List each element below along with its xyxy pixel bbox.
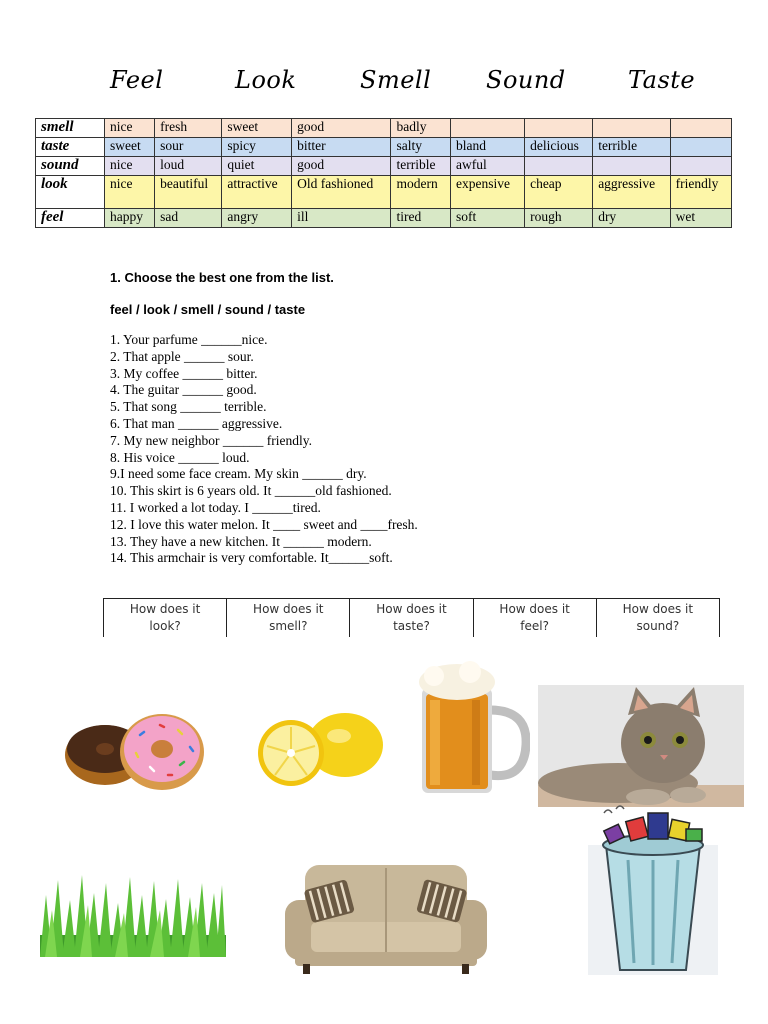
header-word: Taste	[628, 66, 696, 94]
vocab-word-cell: loud	[155, 157, 222, 176]
vocab-word-cell: nice	[105, 119, 155, 138]
vocab-row-sound	[36, 157, 732, 176]
exercise-sentence: 5. That song ______ terrible.	[110, 399, 267, 415]
exercise-sentence: 7. My new neighbor ______ friendly.	[110, 432, 312, 448]
question-line: How does it	[499, 602, 570, 616]
header-word: Smell	[360, 66, 432, 94]
vocab-word-cell: expensive	[451, 176, 525, 209]
exercise-sentence: 2. That apple ______ sour.	[110, 348, 254, 364]
exercise-sentence: 3. My coffee ______ bitter.	[110, 365, 258, 381]
vocab-word-cell: tired	[391, 209, 451, 228]
vocab-word-cell: soft	[451, 209, 525, 228]
vocab-row-label: look	[36, 176, 105, 209]
exercise-sentence: 10. This skirt is 6 years old. It ______old fashioned.	[110, 483, 392, 499]
vocab-word-cell: sad	[155, 209, 222, 228]
question-line: How does it	[622, 602, 694, 616]
trash-can-image	[588, 805, 718, 975]
donuts-image	[60, 705, 210, 795]
question-cell	[473, 599, 596, 638]
vocab-word-cell: attractive	[222, 176, 292, 209]
vocab-word-cell: sweet	[222, 119, 292, 138]
vocab-word-cell	[451, 119, 525, 138]
question-line: How does it	[376, 602, 447, 616]
vocab-row-label: taste	[36, 138, 105, 157]
vocab-word-cell: spicy	[222, 138, 292, 157]
exercise-title: 1. Choose the best one from the list.	[110, 270, 334, 285]
question-line: taste?	[393, 619, 430, 633]
vocab-word-cell: nice	[105, 176, 155, 209]
vocab-word-cell: fresh	[155, 119, 222, 138]
vocab-word-cell	[670, 157, 731, 176]
question-cell	[227, 599, 350, 638]
vocab-word-cell	[525, 119, 593, 138]
vocab-word-cell	[525, 157, 593, 176]
vocab-row-look	[36, 176, 732, 209]
vocab-word-cell: happy	[105, 209, 155, 228]
vocab-word-cell: cheap	[525, 176, 593, 209]
header-word: Sound	[486, 66, 566, 94]
vocab-word-cell: ill	[292, 209, 391, 228]
vocab-row-label: smell	[36, 119, 105, 138]
vocab-word-cell: delicious	[525, 138, 593, 157]
exercise-sentence: 4. The guitar ______ good.	[110, 382, 257, 398]
vocab-word-cell: aggressive	[593, 176, 670, 209]
vocab-word-cell	[670, 119, 731, 138]
sofa-image	[285, 860, 487, 975]
vocab-word-cell	[593, 157, 670, 176]
vocab-word-cell: rough	[525, 209, 593, 228]
sentence-list	[110, 332, 418, 567]
vocab-word-cell: angry	[222, 209, 292, 228]
vocab-word-cell: bland	[451, 138, 525, 157]
vocab-word-cell: dry	[593, 209, 670, 228]
question-line: smell?	[269, 619, 308, 633]
vocab-word-cell: sweet	[105, 138, 155, 157]
vocab-row-feel	[36, 209, 732, 228]
beer-mug-image	[412, 660, 530, 800]
vocab-word-cell: modern	[391, 176, 451, 209]
vocab-word-cell: nice	[105, 157, 155, 176]
kitten-image	[538, 685, 744, 807]
vocab-word-cell: terrible	[391, 157, 451, 176]
exercise-sentence: 11. I worked a lot today. I ______tired.	[110, 499, 321, 515]
vocab-word-cell: quiet	[222, 157, 292, 176]
vocab-word-cell: friendly	[670, 176, 731, 209]
question-line: look?	[149, 619, 181, 633]
vocab-word-cell	[670, 138, 731, 157]
question-line: sound?	[636, 619, 680, 633]
vocab-row-smell	[36, 119, 732, 138]
exercise-sentence: 1. Your parfume ______nice.	[110, 332, 268, 347]
exercise-sentence: 9.I need some face cream. My skin ______ dry.	[110, 466, 367, 482]
header-word: Look	[235, 66, 297, 94]
vocab-word-cell: terrible	[593, 138, 670, 157]
question-cell	[350, 599, 473, 638]
vocab-word-cell: wet	[670, 209, 731, 228]
exercise-sentence: 14. This armchair is very comfortable. It______soft.	[110, 550, 393, 566]
vocab-word-cell: salty	[391, 138, 451, 157]
vocab-row-label: sound	[36, 157, 105, 176]
exercise-sentence: 6. That man ______ aggressive.	[110, 415, 283, 431]
question-line: feel?	[520, 619, 549, 633]
exercise-sentence: 12. I love this water melon. It ____ sweet and ____fresh.	[110, 516, 418, 532]
vocab-word-cell: sour	[155, 138, 222, 157]
vocab-row-taste	[36, 138, 732, 157]
question-line: How does it	[129, 602, 201, 616]
exercise-sentence: 8. His voice ______ loud.	[110, 449, 250, 465]
sense-verbs-header	[110, 66, 710, 106]
lemons-image	[253, 708, 388, 788]
vocabulary-table	[35, 118, 732, 228]
vocab-word-cell: Old fashioned	[292, 176, 391, 209]
vocab-word-cell: bitter	[292, 138, 391, 157]
vocab-word-cell	[593, 119, 670, 138]
header-word: Feel	[110, 66, 164, 94]
vocab-word-cell: good	[292, 157, 391, 176]
vocab-word-cell: badly	[391, 119, 451, 138]
question-table	[103, 598, 720, 637]
vocab-word-cell: awful	[451, 157, 525, 176]
vocab-word-cell: beautiful	[155, 176, 222, 209]
grass-image	[40, 875, 226, 957]
exercise-sentence: 13. They have a new kitchen. It ______ modern.	[110, 533, 372, 549]
question-cell	[596, 599, 719, 638]
question-cell	[104, 599, 227, 638]
exercise-options: feel / look / smell / sound / taste	[110, 302, 306, 317]
question-line: How does it	[253, 602, 324, 616]
vocab-word-cell: good	[292, 119, 391, 138]
vocab-row-label: feel	[36, 209, 105, 228]
